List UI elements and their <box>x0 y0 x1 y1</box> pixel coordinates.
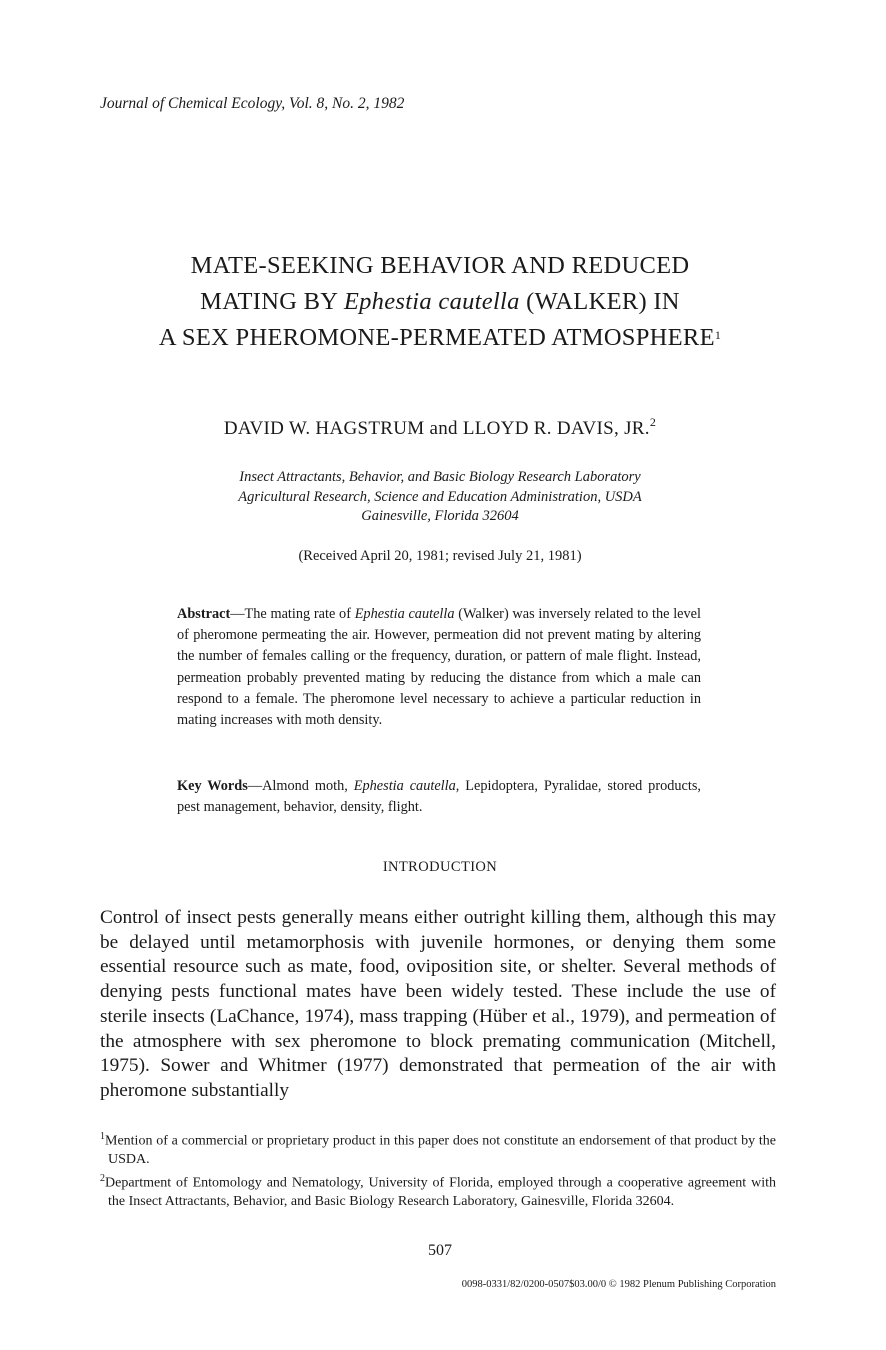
footnote-2 <box>100 1170 776 1212</box>
copyright-line: 0098-0331/82/0200-0507$03.00/0 © 1982 Plenum Publishing Corporation <box>461 1279 776 1290</box>
author-footnote-mark: 2 <box>649 415 657 429</box>
abstract-label: Abstract <box>177 606 231 622</box>
title-line-2-pre: MATING BY <box>200 288 344 315</box>
abstract-text: (Walker) was inversely related to the level of pheromone permeating the air. However, permeation did not prevent mating by altering the number of females calling or the frequency, duration, or pattern of male flight. Instead, permeation probably prevented mating by reducing the distance from which a male can respond to a female. The pheromone level necessary to achieve a particular reduction in mating increases with moth density. <box>177 606 701 729</box>
affiliation-line-1: Insect Attractants, Behavior, and Basic Biology Research Laboratory <box>239 469 641 485</box>
page-number: 507 <box>428 1242 452 1259</box>
keywords-label: Key Words <box>177 778 248 794</box>
abstract <box>177 604 701 731</box>
footnote-1 <box>100 1128 776 1170</box>
footnote-1-text: Mention of a commercial or proprietary product in this paper does not constitute an endorsement of that product by the USDA. <box>105 1133 776 1168</box>
authors <box>40 415 840 440</box>
keywords-pre: —Almond moth, <box>247 778 354 794</box>
affiliation <box>40 468 840 527</box>
title-line-2-post: (WALKER) IN <box>519 288 680 315</box>
title-line-3-text: A SEX PHEROMONE-PERMEATED ATMOSPHERE <box>158 324 715 351</box>
affiliation-line-2: Agricultural Research, Science and Education Administration, USDA <box>238 488 642 505</box>
title-footnote-mark: 1 <box>714 328 722 342</box>
section-heading-introduction: INTRODUCTION <box>382 859 498 875</box>
title-species: Ephestia cautella <box>343 288 520 315</box>
title-line-3 <box>40 320 840 356</box>
introduction-paragraph: Control of insect pests generally means either outright killing them, although this may be delayed until metamorphosis with juvenile hormones, or denying them some essential resource such as mate, food, oviposition site, or shelter. Several methods of denying pests functional mates have been widely tested. These include the use of sterile insects (LaChance, 1974), mass trapping (Hüber et al., 1979), and permeation of the atmosphere with sex pheromone to block premating communication (Mitchell, 1975). Sower and Whitmer (1977) demonstrated that permeation of the air with pheromone substantially <box>100 907 776 1101</box>
affiliation-line-3: Gainesville, Florida 32604 <box>361 508 519 524</box>
abstract-dash: —The mating rate of <box>230 606 355 622</box>
received-dates: (Received April 20, 1981; revised July 21, 1981) <box>298 548 582 564</box>
keywords-post: , Lepidoptera, Pyralidae, stored products, pest management, behavior, density, flight. <box>177 778 701 816</box>
footnote-2-mark: 2 <box>100 1172 105 1184</box>
title-line-1: MATE-SEEKING BEHAVIOR AND REDUCED <box>190 252 690 279</box>
footnote-1-mark: 1 <box>100 1131 105 1142</box>
abstract-species: Ephestia cautella <box>354 606 455 622</box>
title-line-2 <box>40 284 840 320</box>
footnote-2-text: Department of Entomology and Nematology, University of Florida, employed through a cooperative agreement with the Insect Attractants, Behavior, and Basic Biology Research Laboratory, Gainesville, Florida 32604. <box>105 1175 776 1209</box>
footnotes <box>100 1128 776 1211</box>
keywords-species: Ephestia cautella <box>353 778 456 794</box>
keywords <box>177 776 701 818</box>
article-title <box>40 248 840 356</box>
author-names: DAVID W. HAGSTRUM and LLOYD R. DAVIS, JR. <box>223 418 650 439</box>
journal-reference: Journal of Chemical Ecology, Vol. 8, No. 2, 1982 <box>100 95 405 112</box>
